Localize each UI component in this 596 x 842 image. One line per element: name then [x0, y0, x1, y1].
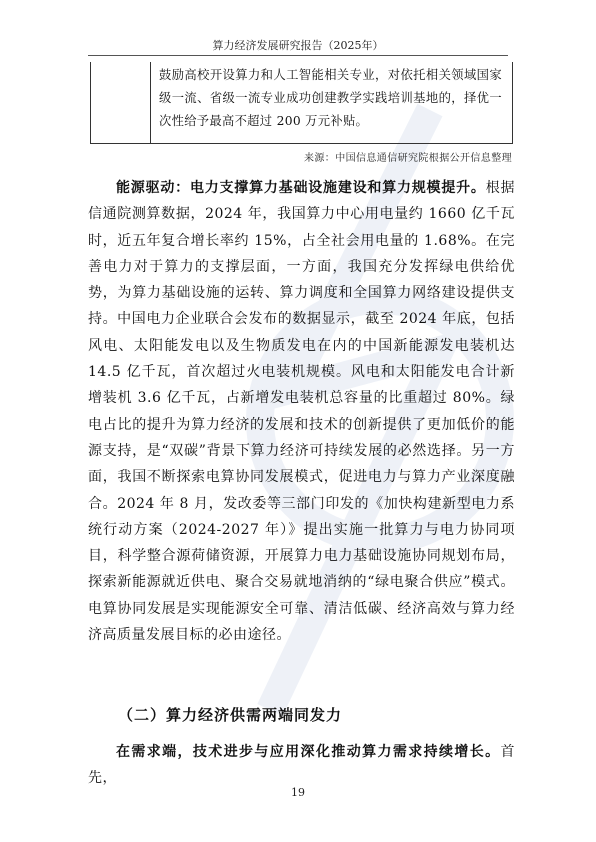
paragraph-demand-lead: 在需求端，技术进步与应用深化推动算力需求持续增长。 — [116, 744, 501, 760]
header-divider — [88, 55, 508, 56]
paragraph-energy-lead: 能源驱动：电力支撑算力基础设施建设和算力规模提升。 — [116, 180, 486, 196]
paragraph-demand — [88, 739, 515, 792]
paragraph-demand-body: 首先， — [88, 744, 515, 787]
page-number: 19 — [291, 786, 305, 799]
paragraph-energy-body: 根据信通院测算数据，2024 年，我国算力中心用电量约 1660 亿千瓦时，近五年复合增长率约 15%，占全社会用电量的 1.68%。在完善电力对于算力的支撑层面，一方面，我国充分发挥绿电供给优势，为算力基础设施的运转、算力调度和全国算力网络建设提供支持。中国电力企业联合会发布的数据显示，截至 2024 年底，包括风电、太阳能发电以及生物质发电在内的中国新能源发电装机达 14.5 亿千瓦，首次超过火电装机规模。风电和太阳能发电合计新增装机 3.6 亿千瓦，占新增发电装机总容量的比重超过 80%。绿电占比的提升为算力经济的发展和技术的创新提供了更加低价的能源支持，是“双碳”背景下算力经济可持续发展的必然选择。另一方面，我国不断探索电算协同发展模式，促进电力与算力产业深度融合。2024 年 8 月，发改委等三部门印发的《加快构建新型电力系统行动方案（2024-2027 年）》提出实施一批算力与电力协同项目，科学整合源荷储资源，开展算力电力基础设施协同规划布局，探索新能源就近供电、聚合交易就地消纳的“绿电聚合供应”模式。电算协同发展是实现能源安全可靠、清洁低碳、经济高效与算力经济高质量发展目标的必由途径。 — [88, 180, 516, 644]
paragraph-energy — [88, 175, 515, 648]
section-heading: （二）算力经济供需两端同发力 — [118, 706, 343, 724]
table-first-column — [91, 62, 151, 143]
table-cell-policy: 鼓励高校开设算力和人工智能相关专业，对依托相关领域国家级一流、省级一流专业成功创建教学实践培训基地的，择优一次性给予最高不超过 200 万元补贴。 — [159, 68, 502, 128]
policy-table — [90, 62, 513, 144]
page-header: 算力经济发展研究报告（2025年） — [212, 39, 384, 52]
source-note: 来源：中国信息通信研究院根据公开信息整理 — [304, 153, 512, 164]
